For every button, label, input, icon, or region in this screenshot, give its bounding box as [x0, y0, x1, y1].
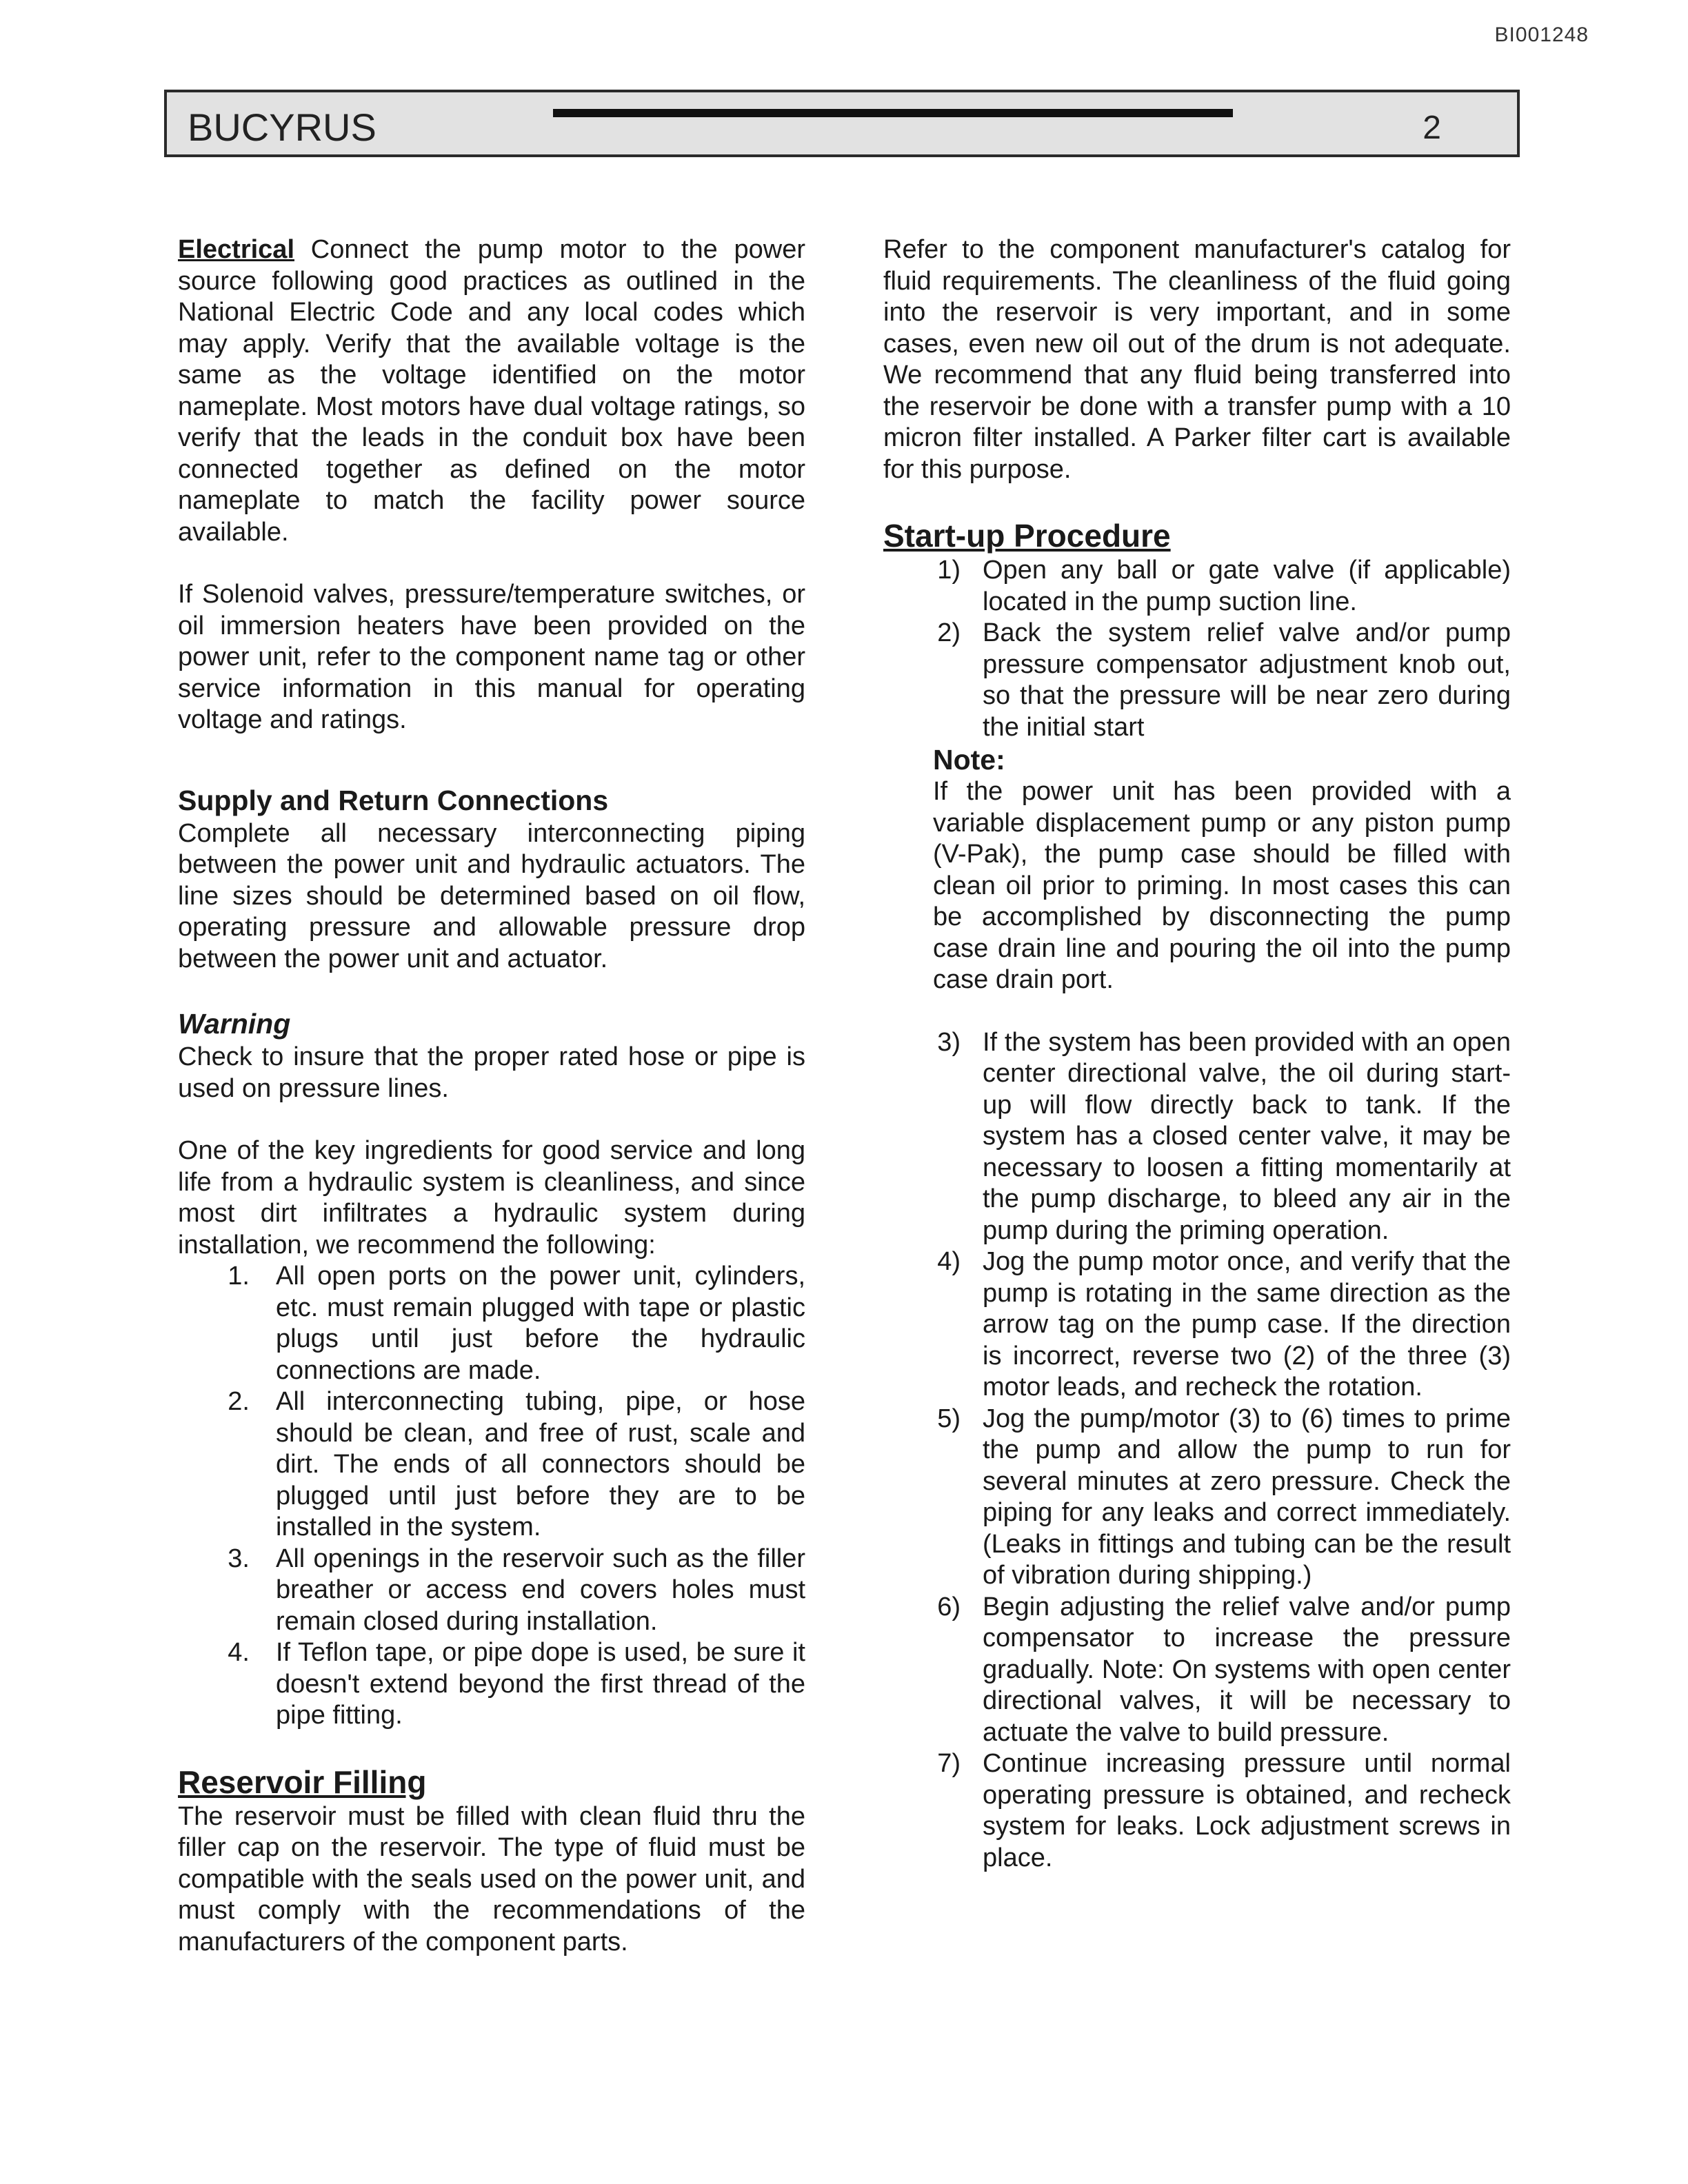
page-header [164, 90, 1520, 157]
warning-paragraph: Check to insure that the proper rated hose or pipe is used on pressure lines. [178, 1042, 805, 1103]
step-item [883, 555, 1511, 618]
startup-heading: Start-up Procedure [883, 518, 1171, 554]
list-number: 3. [228, 1544, 250, 1573]
list-item [178, 1544, 805, 1638]
warning-heading: Warning [178, 1008, 291, 1040]
electrical-heading: Electrical [178, 235, 294, 264]
left-column [178, 234, 805, 1958]
right-column [883, 234, 1511, 1874]
step-item [883, 1592, 1511, 1749]
step-item [883, 1748, 1511, 1874]
startup-steps-a [883, 555, 1511, 743]
supply-heading: Supply and Return Connections [178, 784, 609, 816]
electrical-text: Connect the pump motor to the power source following good practices as outlined in the National Electric Code and any local codes which may apply. Verify that the available voltage is the same as the voltage identified on the motor nameplate. Most motors have dual voltage ratings, so verify that the leads in the conduit box have been connected together as defined on the motor nameplate to match the facility power source available. [178, 235, 805, 547]
step-number: 1) [937, 556, 961, 585]
electrical-paragraph [178, 234, 805, 548]
step-text: Continue increasing pressure until normal operating pressure is obtained, and recheck system for leaks. Lock adjustment screws in place. [983, 1749, 1511, 1872]
startup-steps-b [883, 1027, 1511, 1874]
list-item [178, 1261, 805, 1386]
catalog-paragraph: Refer to the component manufacturer's catalog for fluid requirements. The cleanliness of the fluid going into the reservoir is very important, and in some cases, even new oil out of the drum is not adequate. We recommend that any fluid being transferred into the reservoir be done with a transfer pump with a 10 micron filter installed. A Parker filter cart is available for this purpose. [883, 235, 1511, 484]
list-text: All interconnecting tubing, pipe, or hose should be clean, and free of rust, scale and dirt. The ends of all connectors should be plugged until just before they are to be installed in the system. [276, 1387, 805, 1541]
list-item [178, 1637, 805, 1732]
brand-title: BUCYRUS [188, 105, 376, 149]
supply-paragraph: Complete all necessary interconnecting piping between the power unit and hydraulic actuators. The line sizes should be determined based on oil flow, operating pressure and allowable pressure drop between the power unit and actuator. [178, 818, 805, 973]
list-number: 4. [228, 1638, 250, 1667]
note-label: Note: [933, 744, 1005, 776]
list-item [178, 1386, 805, 1544]
list-text: All open ports on the power unit, cylinders, etc. must remain plugged with tape or plastic plugs until just before the hydraulic connections are made. [276, 1262, 805, 1385]
step-number: 7) [937, 1749, 961, 1778]
step-number: 6) [937, 1592, 961, 1621]
step-item [883, 1027, 1511, 1247]
step-text: Jog the pump motor once, and verify that the pump is rotating in the same direction as the arrow tag on the pump case. If the direction is incorrect, reverse two (2) of the three (3) motor leads, and recheck the rotation. [983, 1247, 1511, 1402]
step-number: 2) [937, 618, 961, 647]
list-text: All openings in the reservoir such as the filler breather or access end covers holes must remain closed during installation. [276, 1544, 805, 1636]
reservoir-paragraph: The reservoir must be filled with clean fluid thru the filler cap on the reservoir. The type of fluid must be compatible with the seals used on the power unit, and must comply with the recommendations of the manufacturers of the component parts. [178, 1801, 805, 1957]
step-number: 4) [937, 1247, 961, 1276]
step-text: Jog the pump/motor (3) to (6) times to prime the pump and allow the pump to run for several minutes at zero pressure. Check the piping for any leaks and correct immediately. (Leaks in fittings and tubing can be the result of vibration during shipping.) [983, 1404, 1511, 1590]
recommendation-list [178, 1261, 805, 1732]
list-number: 1. [228, 1262, 250, 1291]
step-number: 3) [937, 1027, 961, 1057]
note-paragraph: If the power unit has been provided with a variable displacement pump or any piston pump (V-Pak), the pump case should be filled with clean oil prior to priming. In most cases this can be accomplished by disconnecting the pump case drain line and pouring the oil into the pump case drain port. [933, 777, 1511, 994]
step-text: If the system has been provided with an open center directional valve, the oil during start-up will flow directly back to tank. If the system has a closed center valve, it may be necessary to loosen a fitting momentarily at the pump discharge, to bleed any air in the pump during the priming operation. [983, 1027, 1511, 1245]
page-number: 2 [1423, 110, 1441, 146]
step-number: 5) [937, 1404, 961, 1433]
cleanliness-paragraph: One of the key ingredients for good service and long life from a hydraulic system is cleanliness, and since most dirt infiltrates a hydraulic system during installation, we recommend the following: [178, 1136, 805, 1260]
step-item [883, 618, 1511, 743]
step-text: Back the system relief valve and/or pump pressure compensator adjustment knob out, so that the pressure will be near zero during the initial start [983, 618, 1511, 742]
list-number: 2. [228, 1387, 250, 1416]
list-text: If Teflon tape, or pipe dope is used, be sure it doesn't extend beyond the first thread of the pipe fitting. [276, 1638, 805, 1730]
step-text: Begin adjusting the relief valve and/or pump compensator to increase the pressure gradually. Note: On systems with open center directional valves, it will be necessary to actuate the valve to build pressure. [983, 1592, 1511, 1747]
step-text: Open any ball or gate valve (if applicable) located in the pump suction line. [983, 556, 1511, 616]
step-item [883, 1404, 1511, 1592]
step-item [883, 1246, 1511, 1404]
reservoir-heading: Reservoir Filling [178, 1763, 427, 1800]
solenoid-paragraph: If Solenoid valves, pressure/temperature switches, or oil immersion heaters have been provided on the power unit, refer to the component name tag or other service information in this manual for operating voltage and ratings. [178, 580, 805, 734]
document-id: BI001248 [1494, 23, 1589, 46]
header-rule [553, 109, 1233, 117]
